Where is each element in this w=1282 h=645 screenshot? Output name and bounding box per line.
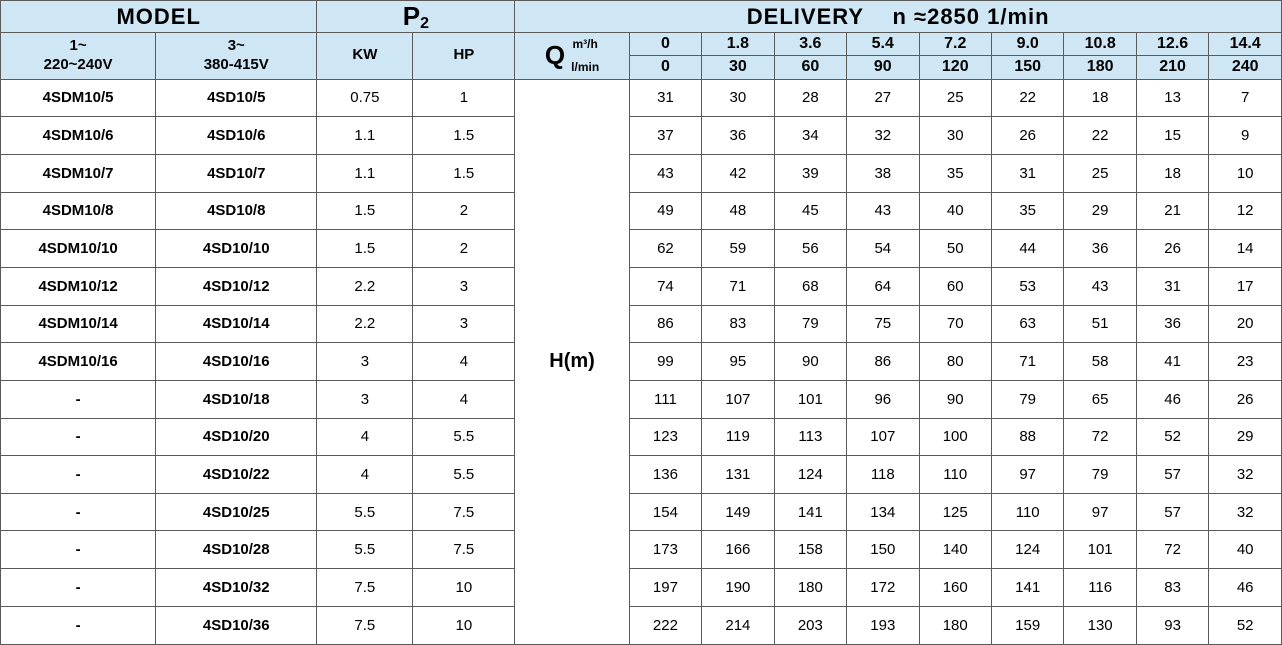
- flow-m3h-2: 3.6: [774, 33, 846, 56]
- head-value: 140: [919, 531, 991, 569]
- flow-lmin-1: 30: [702, 56, 774, 79]
- model-1ph: -: [1, 418, 156, 456]
- flow-rate-header: [515, 33, 629, 80]
- flow-lmin-8: 240: [1209, 56, 1282, 79]
- head-value: 101: [774, 380, 846, 418]
- head-value: 71: [991, 343, 1063, 381]
- power-kw: 5.5: [317, 493, 413, 531]
- head-value: 172: [847, 569, 919, 607]
- power-hp: 7.5: [413, 493, 515, 531]
- power-kw: 1.5: [317, 230, 413, 268]
- power-kw: 1.1: [317, 154, 413, 192]
- head-value: 25: [1064, 154, 1136, 192]
- head-value: 75: [847, 305, 919, 343]
- head-value: 40: [1209, 531, 1282, 569]
- power-hp: 4: [413, 343, 515, 381]
- model-1ph: 4SDM10/5: [1, 79, 156, 117]
- head-value: 125: [919, 493, 991, 531]
- power-kw: 7.5: [317, 606, 413, 644]
- table-row: [1, 230, 1282, 268]
- head-value: 45: [774, 192, 846, 230]
- table-row: [1, 380, 1282, 418]
- flow-m3h-8: 14.4: [1209, 33, 1282, 56]
- model-voltage-1ph: [1, 33, 156, 80]
- head-value: 149: [702, 493, 774, 531]
- flow-lmin-4: 120: [919, 56, 991, 79]
- head-value: 110: [991, 493, 1063, 531]
- head-value: 68: [774, 267, 846, 305]
- head-value: 30: [919, 117, 991, 155]
- head-value: 107: [702, 380, 774, 418]
- head-value: 95: [702, 343, 774, 381]
- head-value: 18: [1064, 79, 1136, 117]
- head-value: 48: [702, 192, 774, 230]
- head-value: 50: [919, 230, 991, 268]
- head-value: 190: [702, 569, 774, 607]
- flow-lmin-0: 0: [629, 56, 701, 79]
- model-1ph: 4SDM10/16: [1, 343, 156, 381]
- head-value: 32: [1209, 456, 1282, 494]
- model-1ph: -: [1, 380, 156, 418]
- head-value: 96: [847, 380, 919, 418]
- head-value: 141: [991, 569, 1063, 607]
- head-value: 57: [1136, 456, 1208, 494]
- head-value: 29: [1064, 192, 1136, 230]
- table-row: [1, 267, 1282, 305]
- head-axis-label: H(m): [515, 79, 629, 644]
- head-value: 26: [991, 117, 1063, 155]
- head-value: 80: [919, 343, 991, 381]
- flow-lmin-6: 180: [1064, 56, 1136, 79]
- head-value: 40: [919, 192, 991, 230]
- model-1ph: 4SDM10/14: [1, 305, 156, 343]
- flow-m3h-5: 9.0: [991, 33, 1063, 56]
- head-value: 46: [1209, 569, 1282, 607]
- power-hp: 5.5: [413, 456, 515, 494]
- head-value: 26: [1209, 380, 1282, 418]
- head-value: 38: [847, 154, 919, 192]
- q-unit-m3h: m³/h: [572, 37, 598, 51]
- head-value: 124: [774, 456, 846, 494]
- p2-header: [317, 1, 515, 33]
- head-value: 52: [1209, 606, 1282, 644]
- head-value: 116: [1064, 569, 1136, 607]
- head-value: 72: [1064, 418, 1136, 456]
- head-value: 43: [847, 192, 919, 230]
- head-value: 90: [774, 343, 846, 381]
- power-hp: 2: [413, 192, 515, 230]
- head-value: 193: [847, 606, 919, 644]
- head-value: 93: [1136, 606, 1208, 644]
- power-hp: 1: [413, 79, 515, 117]
- head-value: 86: [847, 343, 919, 381]
- model-1ph: -: [1, 531, 156, 569]
- head-value: 32: [847, 117, 919, 155]
- head-value: 97: [1064, 493, 1136, 531]
- head-value: 159: [991, 606, 1063, 644]
- head-value: 29: [1209, 418, 1282, 456]
- table-row: [1, 531, 1282, 569]
- p2-subscript: 2: [420, 15, 430, 32]
- head-value: 37: [629, 117, 701, 155]
- head-value: 58: [1064, 343, 1136, 381]
- head-value: 51: [1064, 305, 1136, 343]
- table-row: [1, 305, 1282, 343]
- model-3ph: 4SD10/6: [156, 117, 317, 155]
- head-value: 119: [702, 418, 774, 456]
- head-value: 14: [1209, 230, 1282, 268]
- head-value: 100: [919, 418, 991, 456]
- head-value: 17: [1209, 267, 1282, 305]
- table-row: [1, 192, 1282, 230]
- head-value: 88: [991, 418, 1063, 456]
- table-row: [1, 493, 1282, 531]
- model-voltage-3ph: [156, 33, 317, 80]
- flow-lmin-7: 210: [1136, 56, 1208, 79]
- model-voltage-3ph-line2: 380-415V: [203, 55, 269, 73]
- head-value: 180: [919, 606, 991, 644]
- head-value: 65: [1064, 380, 1136, 418]
- head-value: 141: [774, 493, 846, 531]
- head-value: 9: [1209, 117, 1282, 155]
- delivery-label: DELIVERY: [746, 3, 864, 29]
- flow-m3h-0: 0: [629, 33, 701, 56]
- model-voltage-1ph-line1: 1~: [69, 37, 87, 55]
- model-3ph: 4SD10/18: [156, 380, 317, 418]
- model-1ph: -: [1, 493, 156, 531]
- header-row-titles: [1, 1, 1282, 33]
- flow-m3h-3: 5.4: [847, 33, 919, 56]
- head-value: 25: [919, 79, 991, 117]
- head-value: 123: [629, 418, 701, 456]
- head-value: 79: [774, 305, 846, 343]
- power-hp: 10: [413, 569, 515, 607]
- head-value: 35: [919, 154, 991, 192]
- power-kw: 0.75: [317, 79, 413, 117]
- model-1ph: 4SDM10/12: [1, 267, 156, 305]
- head-value: 39: [774, 154, 846, 192]
- head-value: 180: [774, 569, 846, 607]
- model-3ph: 4SD10/8: [156, 192, 317, 230]
- head-value: 32: [1209, 493, 1282, 531]
- head-value: 173: [629, 531, 701, 569]
- head-value: 56: [774, 230, 846, 268]
- model-3ph: 4SD10/14: [156, 305, 317, 343]
- model-3ph: 4SD10/25: [156, 493, 317, 531]
- head-value: 166: [702, 531, 774, 569]
- table-row: [1, 456, 1282, 494]
- model-3ph: 4SD10/36: [156, 606, 317, 644]
- head-value: 62: [629, 230, 701, 268]
- head-value: 49: [629, 192, 701, 230]
- head-value: 107: [847, 418, 919, 456]
- power-kw: 4: [317, 418, 413, 456]
- power-kw: 3: [317, 343, 413, 381]
- head-value: 46: [1136, 380, 1208, 418]
- head-value: 70: [919, 305, 991, 343]
- power-hp: 1.5: [413, 154, 515, 192]
- head-value: 101: [1064, 531, 1136, 569]
- model-1ph: 4SDM10/6: [1, 117, 156, 155]
- head-value: 57: [1136, 493, 1208, 531]
- table-row: [1, 569, 1282, 607]
- head-value: 28: [774, 79, 846, 117]
- flow-m3h-4: 7.2: [919, 33, 991, 56]
- head-value: 134: [847, 493, 919, 531]
- p2-label: P: [402, 1, 421, 31]
- head-value: 13: [1136, 79, 1208, 117]
- head-value: 150: [847, 531, 919, 569]
- head-value: 160: [919, 569, 991, 607]
- head-value: 21: [1136, 192, 1208, 230]
- model-header: MODEL: [1, 1, 317, 33]
- head-value: 63: [991, 305, 1063, 343]
- head-value: 64: [847, 267, 919, 305]
- head-value: 52: [1136, 418, 1208, 456]
- model-3ph: 4SD10/32: [156, 569, 317, 607]
- power-hp: 3: [413, 305, 515, 343]
- power-kw: 4: [317, 456, 413, 494]
- hp-header: HP: [413, 33, 515, 80]
- model-3ph: 4SD10/22: [156, 456, 317, 494]
- power-kw: 2.2: [317, 305, 413, 343]
- table-row: [1, 154, 1282, 192]
- power-kw: 2.2: [317, 267, 413, 305]
- head-value: 18: [1136, 154, 1208, 192]
- head-value: 15: [1136, 117, 1208, 155]
- head-value: 53: [991, 267, 1063, 305]
- head-value: 222: [629, 606, 701, 644]
- head-value: 79: [991, 380, 1063, 418]
- table-row: [1, 343, 1282, 381]
- model-3ph: 4SD10/5: [156, 79, 317, 117]
- head-value: 118: [847, 456, 919, 494]
- model-1ph: 4SDM10/8: [1, 192, 156, 230]
- head-value: 197: [629, 569, 701, 607]
- power-kw: 1.1: [317, 117, 413, 155]
- model-3ph: 4SD10/16: [156, 343, 317, 381]
- q-unit-lmin: l/min: [571, 59, 600, 74]
- q-symbol: Q: [544, 40, 566, 71]
- power-hp: 5.5: [413, 418, 515, 456]
- head-value: 31: [629, 79, 701, 117]
- model-voltage-1ph-line2: 220~240V: [43, 55, 113, 73]
- model-1ph: 4SDM10/7: [1, 154, 156, 192]
- head-value: 71: [702, 267, 774, 305]
- table-row: [1, 117, 1282, 155]
- head-value: 74: [629, 267, 701, 305]
- power-hp: 10: [413, 606, 515, 644]
- head-value: 23: [1209, 343, 1282, 381]
- head-value: 35: [991, 192, 1063, 230]
- head-value: 130: [1064, 606, 1136, 644]
- table-row: [1, 606, 1282, 644]
- model-3ph: 4SD10/7: [156, 154, 317, 192]
- head-value: 22: [1064, 117, 1136, 155]
- head-value: 31: [991, 154, 1063, 192]
- flow-lmin-3: 90: [847, 56, 919, 79]
- head-value: 20: [1209, 305, 1282, 343]
- model-1ph: 4SDM10/10: [1, 230, 156, 268]
- flow-lmin-2: 60: [774, 56, 846, 79]
- model-3ph: 4SD10/20: [156, 418, 317, 456]
- power-hp: 7.5: [413, 531, 515, 569]
- power-kw: 3: [317, 380, 413, 418]
- table-row: [1, 418, 1282, 456]
- head-value: 86: [629, 305, 701, 343]
- power-hp: 4: [413, 380, 515, 418]
- head-value: 43: [1064, 267, 1136, 305]
- head-value: 131: [702, 456, 774, 494]
- head-value: 7: [1209, 79, 1282, 117]
- model-1ph: -: [1, 456, 156, 494]
- head-value: 36: [1064, 230, 1136, 268]
- head-value: 34: [774, 117, 846, 155]
- delivery-header: [515, 1, 1282, 33]
- power-kw: 1.5: [317, 192, 413, 230]
- power-hp: 2: [413, 230, 515, 268]
- flow-lmin-5: 150: [991, 56, 1063, 79]
- model-1ph: -: [1, 569, 156, 607]
- table-row: [1, 79, 1282, 117]
- head-value: 54: [847, 230, 919, 268]
- model-3ph: 4SD10/12: [156, 267, 317, 305]
- kw-header: KW: [317, 33, 413, 80]
- model-3ph: 4SD10/10: [156, 230, 317, 268]
- head-value: 31: [1136, 267, 1208, 305]
- head-value: 124: [991, 531, 1063, 569]
- head-value: 26: [1136, 230, 1208, 268]
- head-value: 43: [629, 154, 701, 192]
- head-value: 72: [1136, 531, 1208, 569]
- head-value: 12: [1209, 192, 1282, 230]
- head-value: 83: [702, 305, 774, 343]
- head-value: 59: [702, 230, 774, 268]
- head-value: 36: [1136, 305, 1208, 343]
- head-value: 111: [629, 380, 701, 418]
- head-value: 22: [991, 79, 1063, 117]
- head-value: 110: [919, 456, 991, 494]
- head-value: 60: [919, 267, 991, 305]
- head-value: 99: [629, 343, 701, 381]
- head-value: 42: [702, 154, 774, 192]
- power-hp: 3: [413, 267, 515, 305]
- header-row-subtitles-top: [1, 33, 1282, 56]
- speed-label: n ≈2850 1/min: [892, 3, 1050, 29]
- head-value: 41: [1136, 343, 1208, 381]
- head-value: 97: [991, 456, 1063, 494]
- power-kw: 5.5: [317, 531, 413, 569]
- flow-m3h-6: 10.8: [1064, 33, 1136, 56]
- head-value: 27: [847, 79, 919, 117]
- head-value: 36: [702, 117, 774, 155]
- head-value: 44: [991, 230, 1063, 268]
- head-value: 30: [702, 79, 774, 117]
- head-value: 90: [919, 380, 991, 418]
- flow-m3h-1: 1.8: [702, 33, 774, 56]
- head-value: 113: [774, 418, 846, 456]
- power-kw: 7.5: [317, 569, 413, 607]
- head-value: 79: [1064, 456, 1136, 494]
- head-value: 136: [629, 456, 701, 494]
- flow-m3h-7: 12.6: [1136, 33, 1208, 56]
- model-1ph: -: [1, 606, 156, 644]
- head-value: 154: [629, 493, 701, 531]
- model-3ph: 4SD10/28: [156, 531, 317, 569]
- model-voltage-3ph-line1: 3~: [227, 37, 245, 55]
- head-value: 203: [774, 606, 846, 644]
- head-value: 83: [1136, 569, 1208, 607]
- power-hp: 1.5: [413, 117, 515, 155]
- head-value: 214: [702, 606, 774, 644]
- head-value: 10: [1209, 154, 1282, 192]
- head-value: 158: [774, 531, 846, 569]
